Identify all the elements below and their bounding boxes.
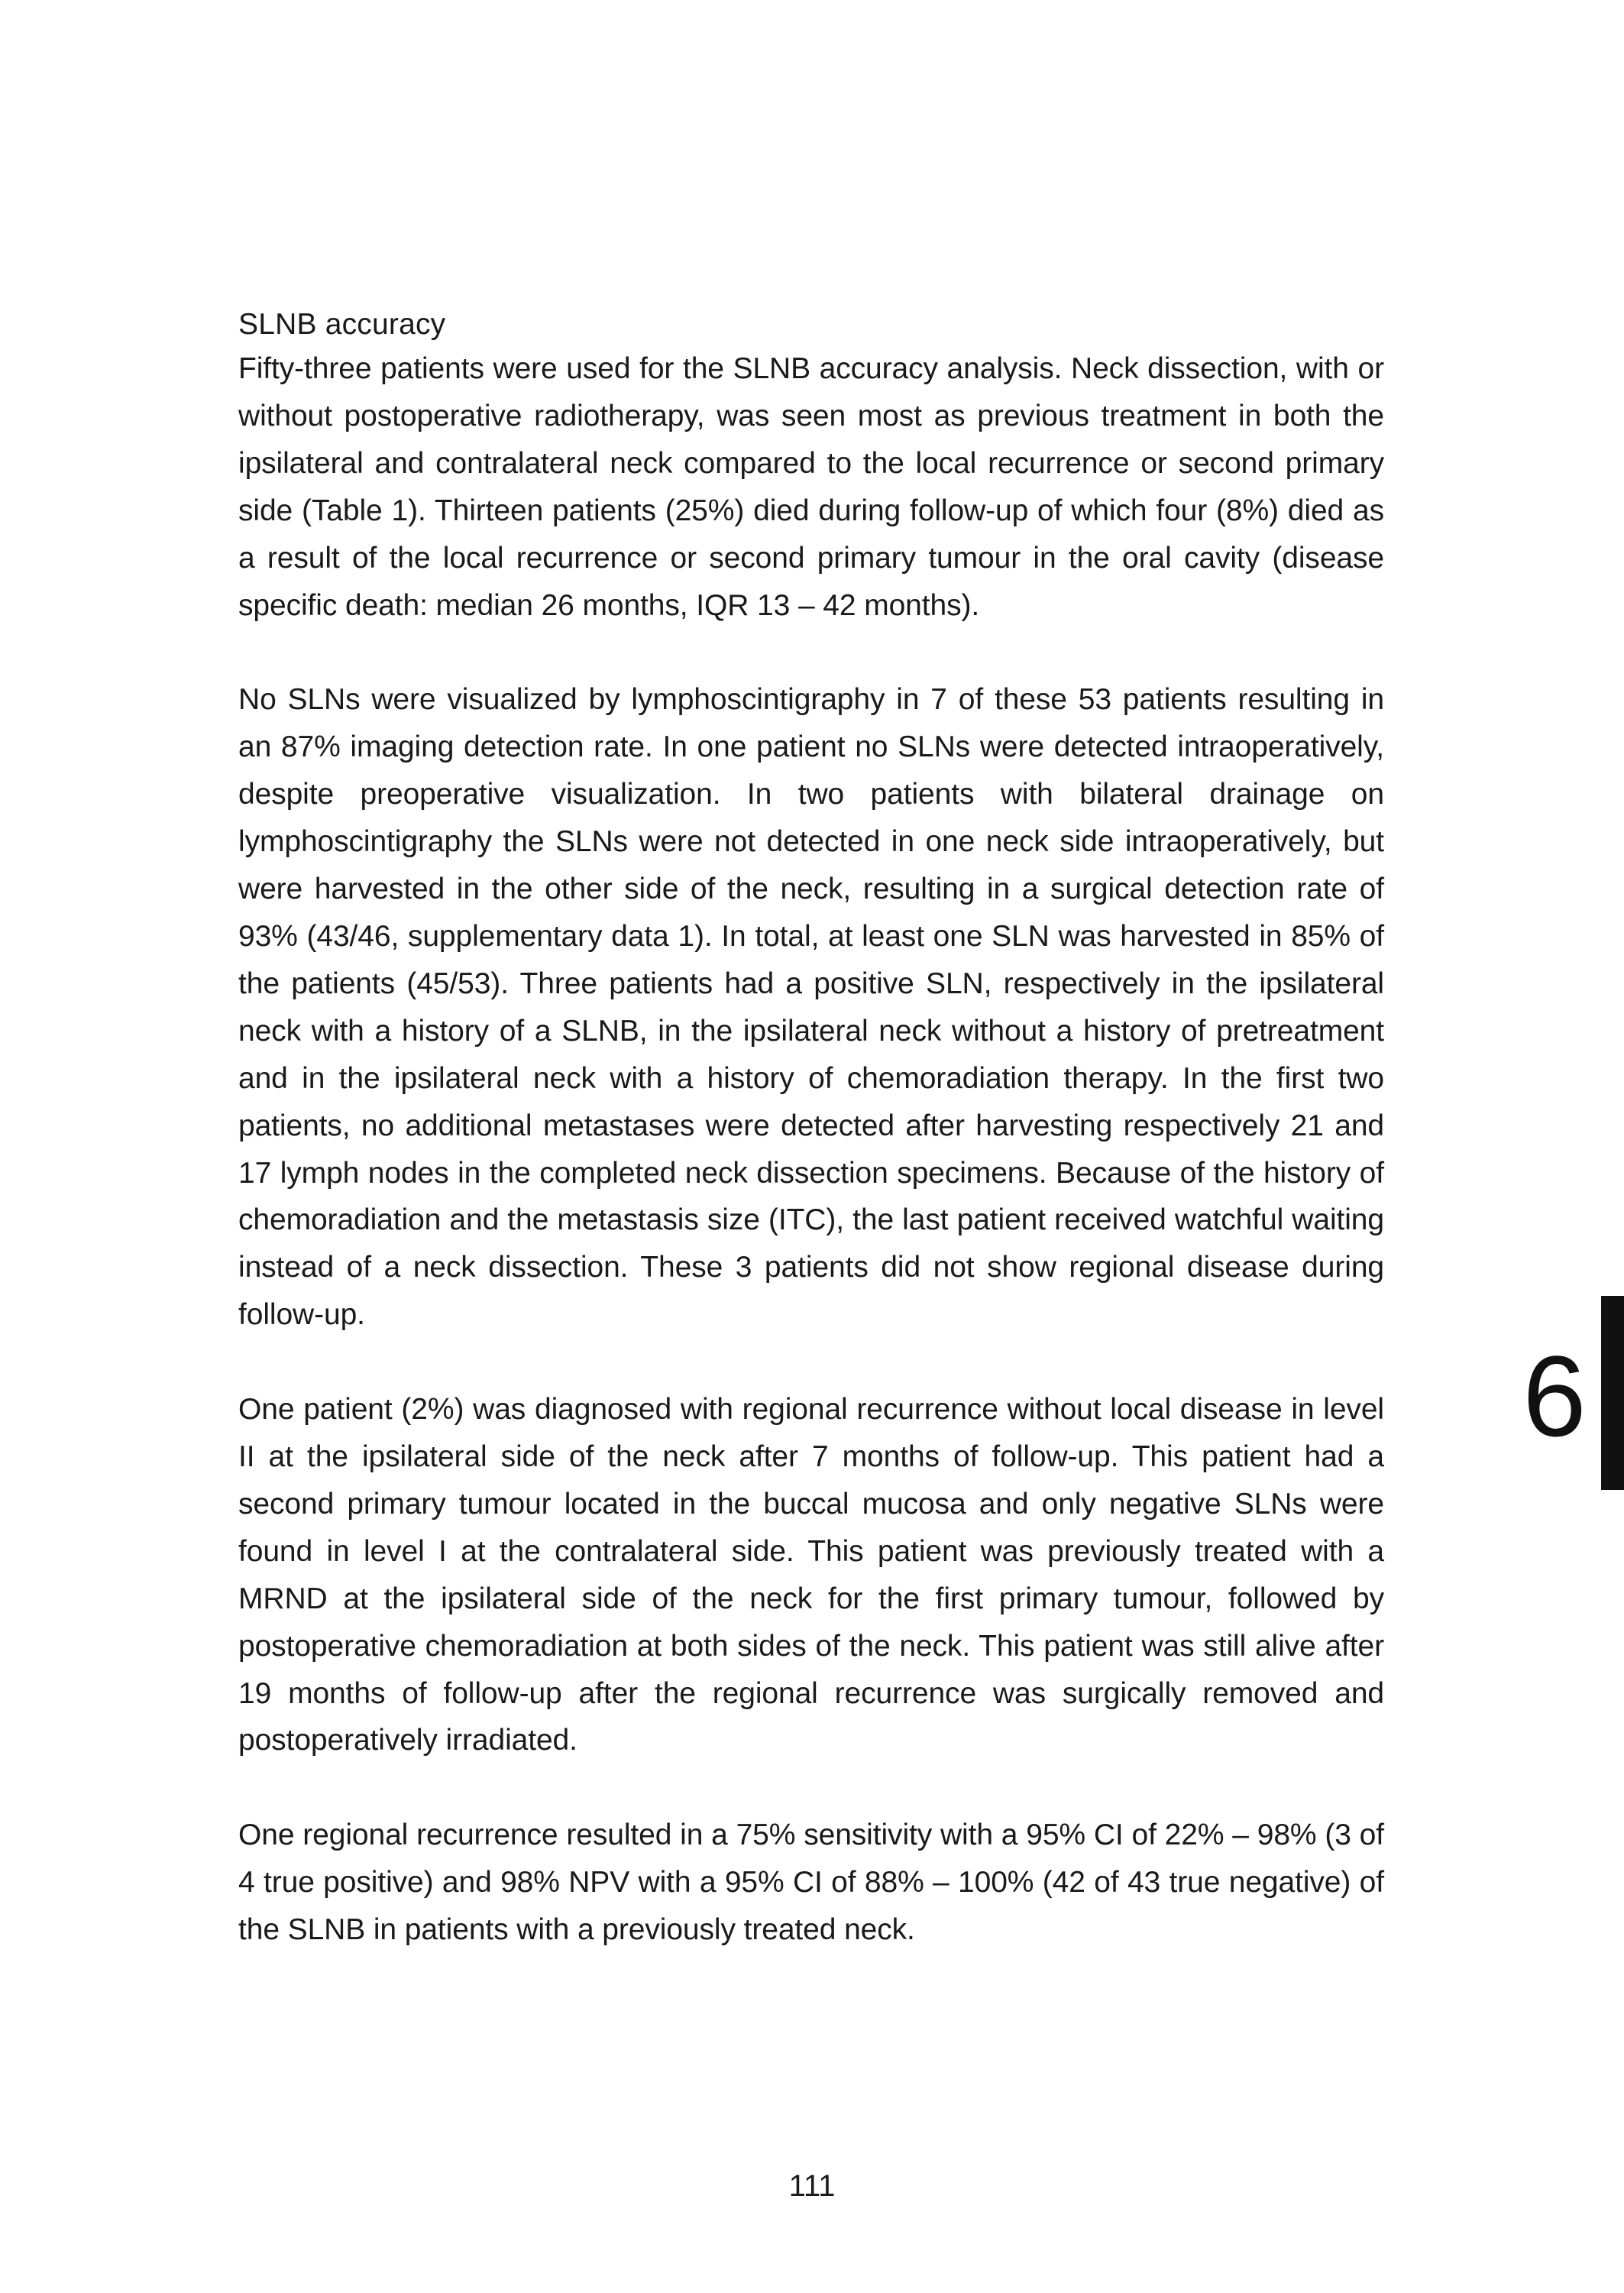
body-text (238, 307, 1384, 2001)
paragraph-3: One patient (2%) was diagnosed with regional recurrence without local disease in level II at the ipsilateral side of the neck after 7 months of follow-up. This patient had a second primary tumour located in the buccal mucosa and only negative SLNs were found in level I at the contralateral side. This patient was previously treated with a MRND at the ipsilateral side of the neck for the first primary tumour, followed by postoperative chemoradiation at both sides of the neck. This patient was still alive after 19 months of follow-up after the regional recurrence was surgically removed and postoperatively irradiated. (238, 1393, 1384, 1757)
paragraph-1: Fifty-three patients were used for the SLNB accuracy analysis. Neck dissection, with or without postoperative radiotherapy, was seen most as previous treatment in both the ipsilateral and contralateral neck compared to the local recurrence or second primary side (Table 1). Thirteen patients (25%) died during follow-up of which four (8%) died as a result of the local recurrence or second primary tumour in the oral cavity (disease specific death: median 26 months, IQR 13 – 42 months). (238, 352, 1384, 622)
chapter-tab-marker (1601, 1296, 1624, 1490)
paragraph-4: One regional recurrence resulted in a 75% sensitivity with a 95% CI of 22% – 98% (3 of 4 true positive) and 98% NPV with a 95% CI of 88% – 100% (42 of 43 true negative) of the SLNB in patients with a previously treated neck. (238, 1819, 1384, 1947)
page-number: 111 (788, 2169, 836, 2203)
chapter-number: 6 (1522, 1332, 1587, 1460)
paragraph-2: No SLNs were visualized by lymphoscintigraphy in 7 of these 53 patients resulting in an 87% imaging detection rate. In one patient no SLNs were detected intraoperatively, despite preoperative visualization. In two patients with bilateral drainage on lymphoscintigraphy the SLNs were not detected in one neck side intraoperatively, but were harvested in the other side of the neck, resulting in a surgical detection rate of 93% (43/46, supplementary data 1). In total, at least one SLN was harvested in 85% of the patients (45/53). Three patients had a positive SLN, respectively in the ipsilateral neck with a history of a SLNB, in the ipsilateral neck without a history of pretreatment and in the ipsilateral neck with a history of chemoradiation therapy. In the first two patients, no additional metastases were detected after harvesting respectively 21 and 17 lymph nodes in the completed neck dissection specimens. Because of the history of chemoradiation and the metastasis size (ITC), the last patient received watchful waiting instead of a neck dissection. These 3 patients did not show regional disease during follow-up. (238, 683, 1384, 1332)
section-heading: SLNB accuracy (238, 308, 446, 341)
